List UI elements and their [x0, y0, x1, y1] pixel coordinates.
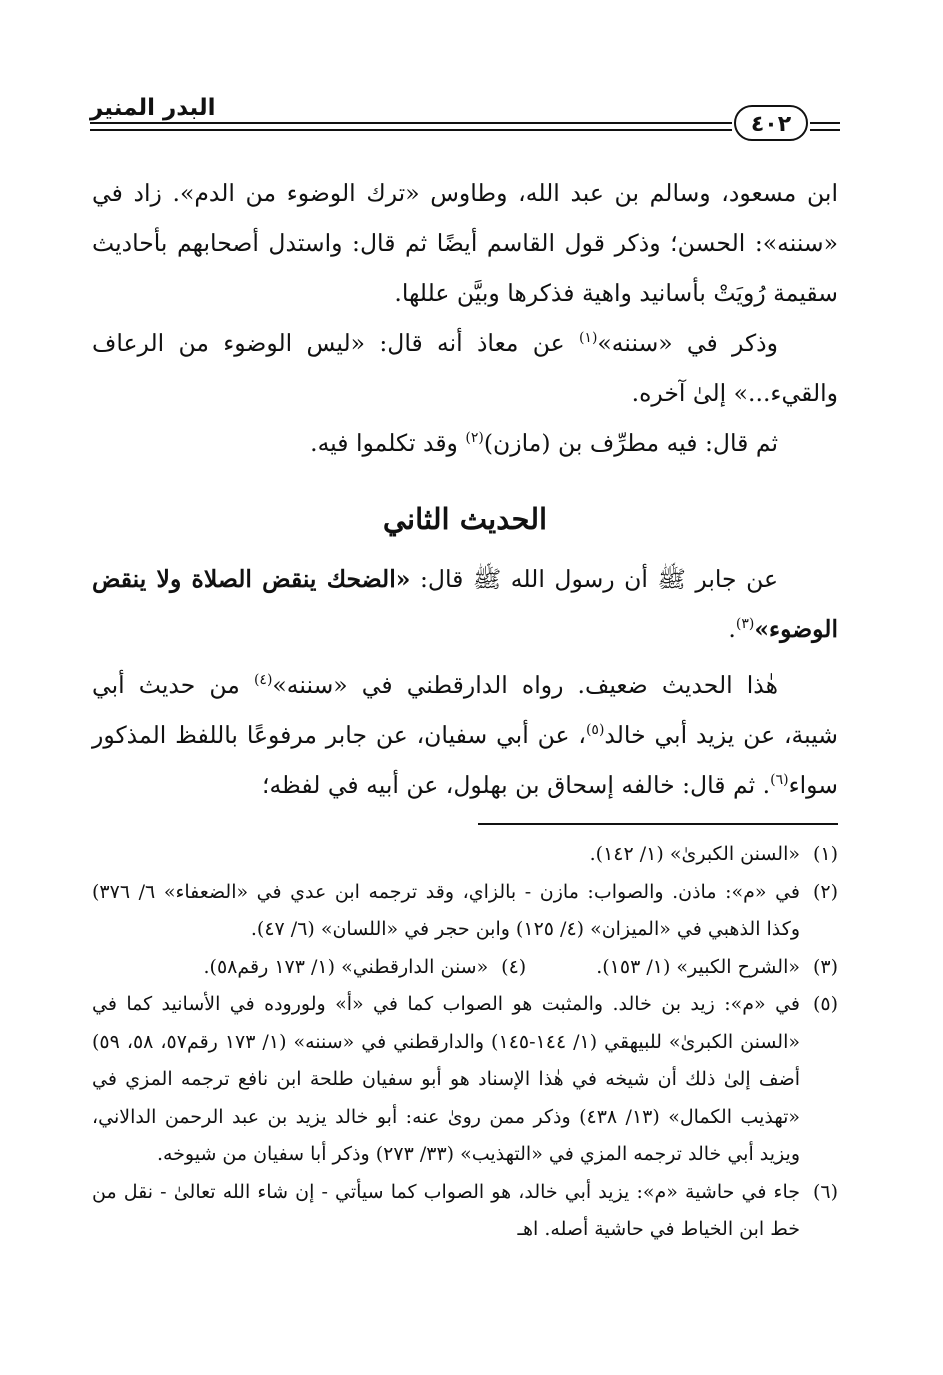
page-number: ٤٠٢: [734, 105, 808, 141]
footnote-ref: (٦): [770, 772, 789, 789]
footnote-ref: (٥): [585, 722, 605, 739]
footnote-ref: (٢): [465, 430, 484, 447]
footnote: [92, 986, 838, 1174]
text-run: . ثم قال: خالفه إسحاق بن بهلول، عن أبيه في لفظه؛: [261, 771, 771, 799]
footnote-separator: [478, 823, 838, 825]
header-rule: [90, 122, 732, 124]
paragraph: ابن مسعود، وسالم بن عبد الله، وطاوس «ترك الوضوء من الدم». زاد في «سننه»: الحسن؛ وذكر قول القاسم أيضًا ثم قال: واستدل أصحابهم بأحاديث سقيمة رُويَتْ بأسانيد واهية فذكرها وبيَّن عللها.: [92, 179, 838, 307]
text-run: هٰذا الحديث ضعيف. رواه الدارقطني في «سننه»: [272, 671, 778, 699]
section-heading: الحديث الثاني: [382, 502, 548, 536]
footnote-text: جاء في حاشية «م»: يزيد أبي خالد، هو الصواب كما سيأتي - إن شاء الله تعالىٰ - نقل من خط ابن الخياط في حاشية أصله. اهـ: [92, 1180, 800, 1240]
text-run: عن جابر ﷺ أن رسول الله ﷺ قال:: [410, 565, 778, 593]
header-rule: [90, 129, 732, 131]
page-header: [90, 95, 840, 145]
footnote: [92, 1174, 838, 1249]
footnote-number: (١): [812, 843, 838, 865]
footnote: [204, 949, 527, 987]
hadith-paragraph: [92, 554, 838, 654]
text-run: وقد تكلموا فيه.: [310, 429, 466, 457]
footnote-text: «السنن الكبرىٰ» (١/ ١٤٢).: [589, 843, 800, 865]
footnote-row: [92, 949, 838, 987]
text-run: من حديث أبي شيبة، عن يزيد أبي خالد: [92, 671, 839, 749]
paragraph: [92, 418, 838, 468]
running-title: البدر المنير: [90, 95, 216, 121]
paragraph: [92, 660, 838, 810]
text-run: ، عن أبي سفيان، عن جابر مرفوعًا باللفظ المذكور سواء: [92, 721, 838, 799]
footnote-number: (٦): [812, 1180, 838, 1203]
footnote-number: (٢): [812, 880, 838, 903]
paragraph: [92, 318, 838, 418]
header-rule: [810, 122, 840, 124]
text-run: عن معاذ أنه قال: «ليس الوضوء من الرعاف والقيء...» إلىٰ آخره.: [92, 329, 838, 407]
footnote-text: «سنن الدارقطني» (١/ ١٧٣ رقم٥٨).: [203, 955, 489, 978]
footnote-ref: (٤): [253, 672, 273, 689]
header-rule: [810, 129, 840, 131]
footnote-number: (٤): [501, 955, 527, 978]
footnote-text: «الشرح الكبير» (١/ ١٥٣).: [596, 955, 800, 978]
main-text: [92, 168, 838, 810]
footnote-text: في «م»: زيد بن خالد. والمثبت هو الصواب كما في «أ» ولوروده في الأسانيد كما في «السنن الكبرىٰ» للبيهقي (١/ ١٤٤-١٤٥) والدارقطني في «سننه» (١/ ١٧٣ رقم٥٧، ٥٨، ٥٩) أضف إلىٰ ذلك أن شيخه في هٰذا الإسناد هو أبو سفيان طلحة ابن نافع ترجمه المزي في «تهذيب الكمال» (١٣/ ٤٣٨) وذكر ممن روىٰ عنه: أبو خالد يزيد بن عبد الرحمن الدالاني، ويزيد أبي خالد ترجمه المزي في «التهذيب» (٣٣/ ٢٧٣) وذكر أبا سفيان من شيوخه.: [92, 993, 800, 1165]
text-run: وذكر في «سننه»: [597, 329, 778, 357]
text-run: .: [728, 615, 736, 643]
footnote-ref: (١): [578, 330, 598, 347]
footnote-number: (٣): [812, 955, 838, 978]
footnote: [596, 949, 838, 987]
footnote: [92, 836, 838, 874]
footnote-ref: (٣): [735, 616, 755, 633]
text-run: ثم قال: فيه مطرِّف بن (مازن): [483, 429, 778, 457]
footnote-text: في «م»: ماذن. والصواب: مازن - بالزاي، وقد ترجمه ابن عدي في «الضعفاء» ٦/ ٣٧٦) وكذا الذهبي في «الميزان» (٤/ ١٢٥) وابن حجر في «اللسان» (٦/ ٤٧).: [92, 880, 801, 940]
hadith-text: «الضحك ينقض الصلاة ولا ينقض الوضوء»: [92, 565, 838, 643]
footnotes: [92, 836, 838, 1249]
footnote-number: (٥): [812, 993, 838, 1015]
footnote: [92, 874, 838, 949]
